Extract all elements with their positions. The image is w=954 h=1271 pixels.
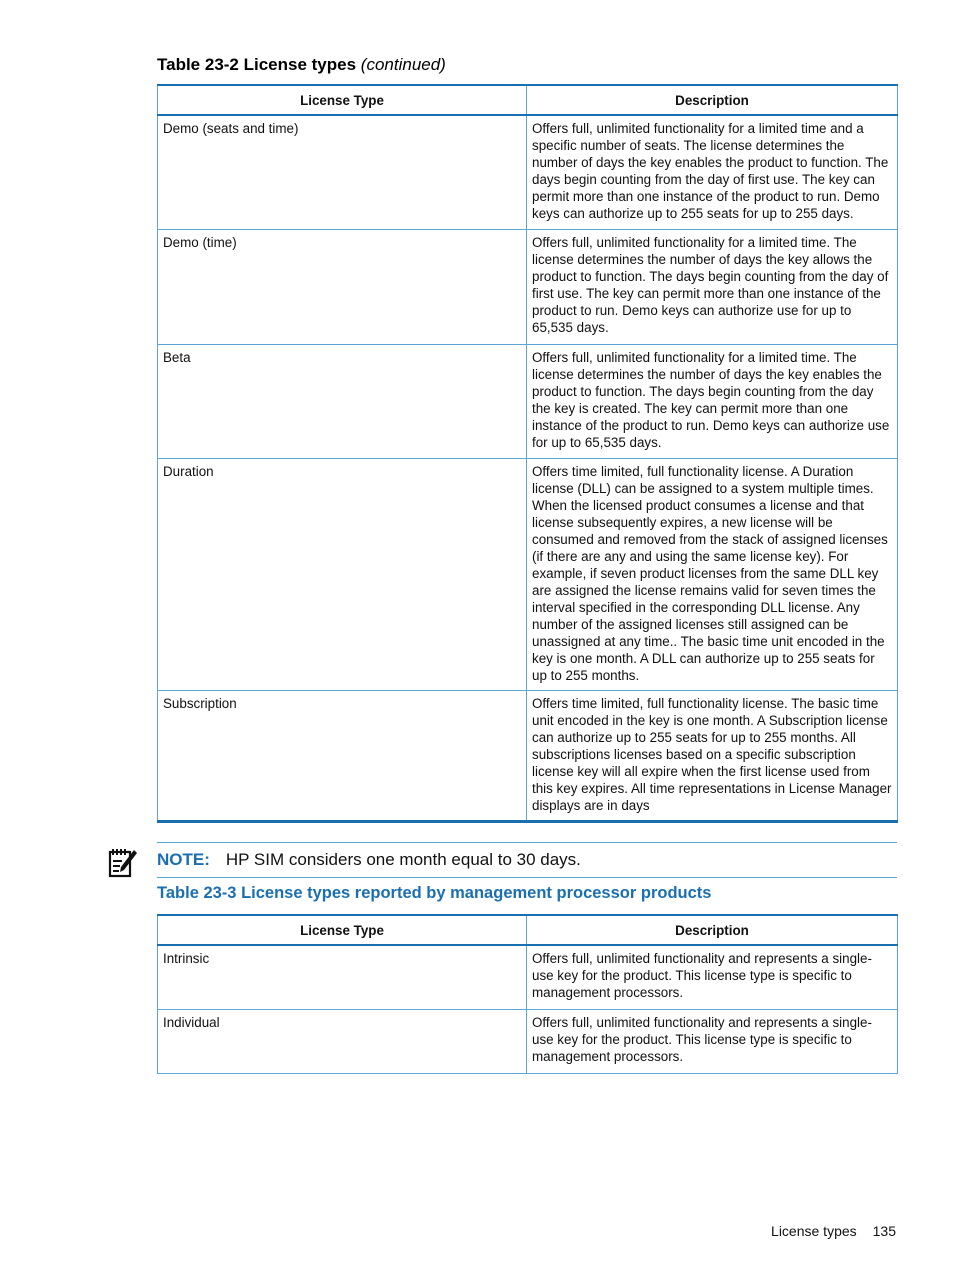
description-cell: Offers full, unlimited functionality and represents a single-use key for the product. This license type is specific to management processors. bbox=[527, 1009, 898, 1073]
note-pad-icon bbox=[107, 846, 139, 878]
header-license-type: License Type bbox=[158, 915, 527, 945]
page-footer bbox=[771, 1223, 896, 1239]
license-type-cell: Individual bbox=[158, 1009, 527, 1073]
header-license-type: License Type bbox=[158, 85, 527, 115]
table-row bbox=[158, 690, 898, 821]
license-type-cell: Demo (seats and time) bbox=[158, 115, 527, 229]
description-cell: Offers time limited, full functionality license. A Duration license (DLL) can be assigned to a system multiple times. When the licensed product consumes a license and that license subsequently expires, a new license will be consumed and removed from the stack of assigned licenses (if there are any and using the same license key). For example, if seven product licenses from the same DLL key are assigned the license remains valid for seven times the interval specified in the corresponding DLL license. Any number of the assigned licenses still assigned can be unassigned at any time.. The basic time unit encoded in the key is one month. A DLL can authorize up to 255 seats for up to 255 months. bbox=[527, 458, 898, 690]
table-caption-continued: (continued) bbox=[360, 55, 446, 74]
license-type-cell: Intrinsic bbox=[158, 945, 527, 1009]
table-header-row bbox=[158, 915, 898, 945]
license-type-cell: Beta bbox=[158, 344, 527, 458]
license-types-table bbox=[157, 84, 898, 823]
license-type-cell: Subscription bbox=[158, 690, 527, 821]
table-row bbox=[158, 458, 898, 690]
license-type-cell: Demo (time) bbox=[158, 229, 527, 344]
table-row bbox=[158, 344, 898, 458]
description-cell: Offers full, unlimited functionality and represents a single-use key for the product. This license type is specific to management processors. bbox=[527, 945, 898, 1009]
table-row bbox=[158, 1009, 898, 1073]
page-number: 135 bbox=[872, 1223, 896, 1239]
note-label: NOTE: bbox=[157, 850, 210, 869]
table-row bbox=[158, 115, 898, 229]
table-row bbox=[158, 229, 898, 344]
table-header-row bbox=[158, 85, 898, 115]
note-box bbox=[157, 842, 897, 878]
management-processor-license-table bbox=[157, 914, 898, 1074]
note-text: HP SIM considers one month equal to 30 days. bbox=[225, 850, 581, 869]
description-cell: Offers time limited, full functionality license. The basic time unit encoded in the key is one month. A Subscription license can authorize up to 255 seats for up to 255 months. All subscriptions licenses based on a specific subscription license key will all expire when the first license used from this key expires. All time representations in License Manager displays are in days bbox=[527, 690, 898, 821]
table-caption bbox=[157, 55, 446, 75]
license-type-cell: Duration bbox=[158, 458, 527, 690]
table-caption-title: Table 23-2 License types bbox=[157, 55, 357, 74]
description-cell: Offers full, unlimited functionality for a limited time. The license determines the number of days the key enables the product to function. The days begin counting from the day the key is created. The key can permit more than one instance of the product to run. Demo keys can authorize use for up to 65,535 days. bbox=[527, 344, 898, 458]
footer-section-title: License types bbox=[771, 1223, 857, 1239]
table-caption-management-processor: Table 23-3 License types reported by management processor products bbox=[157, 884, 712, 902]
description-cell: Offers full, unlimited functionality for a limited time. The license determines the number of days the key allows the product to function. The days begin counting from the day of first use. The key can permit more than one instance of the product to run. Demo keys can authorize use for up to 65,535 days. bbox=[527, 229, 898, 344]
header-description: Description bbox=[527, 85, 898, 115]
header-description: Description bbox=[527, 915, 898, 945]
description-cell: Offers full, unlimited functionality for a limited time and a specific number of seats. The license determines the number of days the key enables the product to function. The days begin counting from the day of first use. The key can permit more than one instance of the product to run. Demo keys can authorize up to 255 seats for up to 255 days. bbox=[527, 115, 898, 229]
table-row bbox=[158, 945, 898, 1009]
